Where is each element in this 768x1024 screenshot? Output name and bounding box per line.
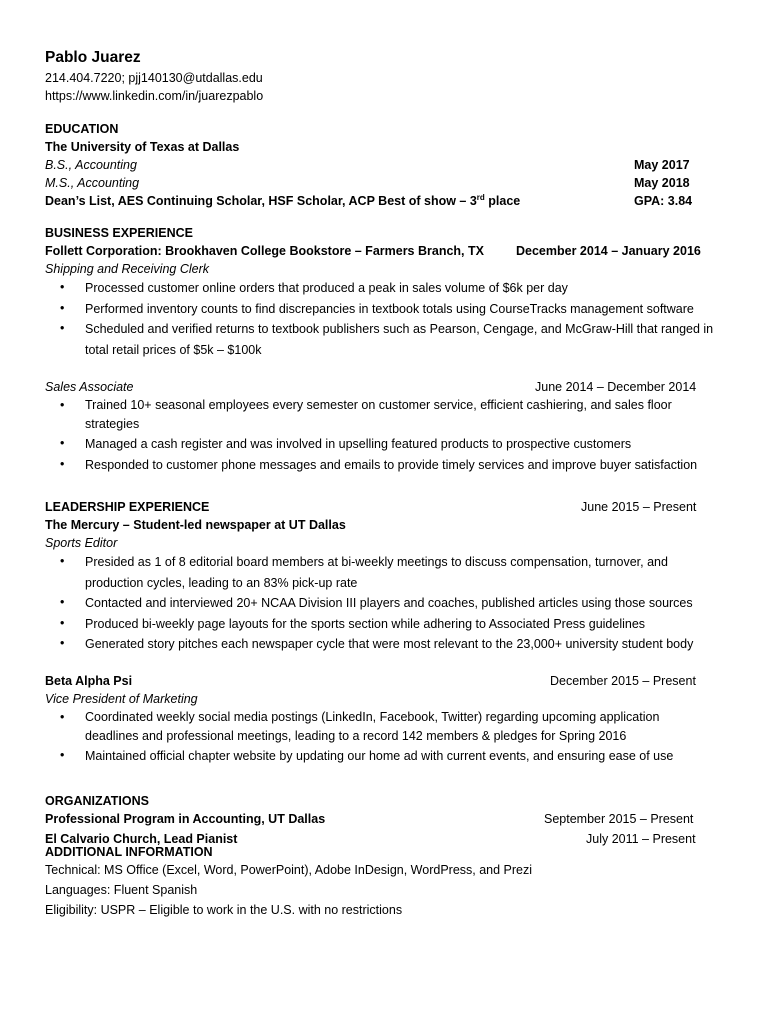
role-dates: June 2014 – December 2014	[535, 380, 697, 394]
role-title: Shipping and Receiving Clerk	[45, 262, 209, 276]
bullet-icon: •	[60, 456, 65, 471]
bullet-text: Responded to customer phone messages and emails to provide timely services and improve buyer satisfaction	[85, 457, 698, 472]
bullet-item	[45, 319, 715, 360]
bullet-item	[45, 593, 715, 614]
employer-name: Follett Corporation: Brookhaven College Bookstore	[45, 244, 352, 258]
additional-line: Languages: Fluent Spanish	[45, 883, 198, 897]
bullet-icon: •	[60, 321, 65, 335]
bullet-text: Contacted and interviewed 20+ NCAA Division III players and coaches, published articles using those sources	[85, 596, 693, 610]
org-name: The Mercury – Student-led newspaper at UT Dallas	[45, 518, 346, 532]
bullet-icon: •	[60, 300, 65, 315]
bullet-text: Produced bi-weekly page layouts for the sports section while adhering to Associated Press guidelines	[85, 616, 646, 631]
degree-row	[45, 156, 715, 174]
degree-ms: M.S., Accounting	[45, 176, 140, 190]
linkedin-url: https://www.linkedin.com/in/juarezpablo	[45, 89, 264, 103]
role-bullets	[45, 396, 715, 475]
school-name: The University of Texas at Dallas	[45, 140, 240, 154]
role-title: Sports Editor	[45, 536, 118, 550]
bullet-text: Generated story pitches each newspaper cycle that were most relevant to the 23,000+ university student body	[85, 637, 694, 651]
employer-location: – Farmers Branch, TX	[351, 244, 484, 258]
bullet-icon: •	[60, 554, 65, 568]
bullet-icon: •	[60, 615, 65, 630]
bullet-item	[45, 552, 715, 593]
bullet-icon: •	[60, 595, 65, 609]
leadership-heading: LEADERSHIP EXPERIENCE	[45, 500, 210, 514]
org-dates: December 2015 – Present	[550, 674, 696, 688]
bullet-icon: •	[60, 280, 65, 294]
bullet-item	[45, 746, 715, 767]
role-bullets	[45, 552, 715, 655]
bullet-item	[45, 396, 715, 434]
bullet-text: Coordinated weekly social media postings (LinkedIn, Facebook, Twitter) regarding upcoming application deadlines and professional meetings, leading to a record 142 members & pledges for Spring 2016	[85, 710, 660, 743]
bullet-item	[45, 278, 715, 299]
honors-row	[45, 192, 715, 210]
bullet-icon: •	[60, 398, 65, 412]
bullet-text: Presided as 1 of 8 editorial board members at bi-weekly meetings to discuss compensation, turnover, and production cycles, leading to an 83% pick-up rate	[85, 555, 668, 590]
organizations-heading: ORGANIZATIONS	[45, 794, 149, 808]
bullet-item	[45, 434, 715, 455]
honors-prefix: Dean’s List, AES Continuing Scholar, HSF Scholar, ACP Best of show – 3	[45, 194, 477, 208]
honors-superscript: rd	[476, 192, 485, 202]
additional-line: Eligibility: USPR – Eligible to work in the U.S. with no restrictions	[45, 903, 403, 917]
role-bullets	[45, 708, 715, 767]
bullet-item	[45, 455, 715, 476]
organization-dates: July 2011 – Present	[586, 832, 696, 846]
contact-block	[45, 69, 263, 105]
sales-associate-block	[45, 378, 715, 475]
bullet-text: Scheduled and verified returns to textbook publishers such as Pearson, Cengage, and McGraw-Hill that ranged in total retail prices of $5k – $100k	[85, 322, 714, 357]
role-title: Vice President of Marketing	[45, 692, 198, 706]
additional-section	[45, 843, 715, 921]
role-bullets	[45, 278, 715, 360]
business-section	[45, 224, 715, 360]
degree-row	[45, 174, 715, 192]
organization-label: El Calvario Church, Lead Pianist	[45, 832, 238, 846]
org-name: Beta Alpha Psi	[45, 674, 133, 688]
bullet-item	[45, 708, 715, 746]
org-row	[45, 672, 715, 690]
bullet-item	[45, 299, 715, 320]
phone-email: 214.404.7220; pjj140130@utdallas.edu	[45, 71, 263, 85]
bullet-icon: •	[60, 710, 65, 724]
degree-bs: B.S., Accounting	[45, 158, 137, 172]
bullet-icon: •	[60, 748, 65, 762]
employer-dates: December 2014 – January 2016	[516, 244, 701, 258]
beta-alpha-psi-block	[45, 672, 715, 767]
bullet-item	[45, 614, 715, 635]
bullet-text: Trained 10+ seasonal employees every semester on customer service, efficient cashiering, and sales floor strategies	[85, 398, 672, 431]
candidate-name: Pablo Juarez	[45, 49, 141, 66]
employer-row	[45, 242, 715, 260]
organization-dates: September 2015 – Present	[544, 812, 694, 826]
role-title: Sales Associate	[45, 380, 134, 394]
leadership-heading-row	[45, 498, 715, 516]
bullet-item	[45, 634, 715, 655]
education-heading: EDUCATION	[45, 122, 119, 136]
bullet-text: Performed inventory counts to find discrepancies in textbook totals using CourseTracks management software	[85, 301, 694, 316]
leadership-section	[45, 498, 715, 655]
leadership-dates: June 2015 – Present	[581, 500, 697, 514]
bullet-text: Maintained official chapter website by updating our home ad with current events, and ensuring ease of use	[85, 749, 674, 763]
bullet-icon: •	[60, 636, 65, 650]
additional-line: Technical: MS Office (Excel, Word, PowerPoint), Adobe InDesign, WordPress, and Prezi	[45, 863, 533, 877]
bullet-text: Managed a cash register and was involved in upselling featured products to prospective customers	[85, 437, 632, 451]
degree-bs-date: May 2017	[634, 158, 690, 172]
role-row	[45, 378, 715, 396]
organization-item	[45, 810, 715, 830]
honors-text	[45, 194, 520, 208]
gpa: GPA: 3.84	[634, 194, 693, 208]
bullet-icon: •	[60, 436, 65, 450]
organizations-section	[45, 792, 715, 850]
honors-suffix: place	[484, 194, 521, 208]
degree-ms-date: May 2018	[634, 176, 690, 190]
additional-heading: ADDITIONAL INFORMATION	[45, 845, 213, 859]
business-heading: BUSINESS EXPERIENCE	[45, 226, 193, 240]
organization-label: Professional Program in Accounting, UT Dallas	[45, 812, 326, 826]
bullet-text: Processed customer online orders that produced a peak in sales volume of $6k per day	[85, 281, 568, 295]
education-section	[45, 120, 715, 210]
